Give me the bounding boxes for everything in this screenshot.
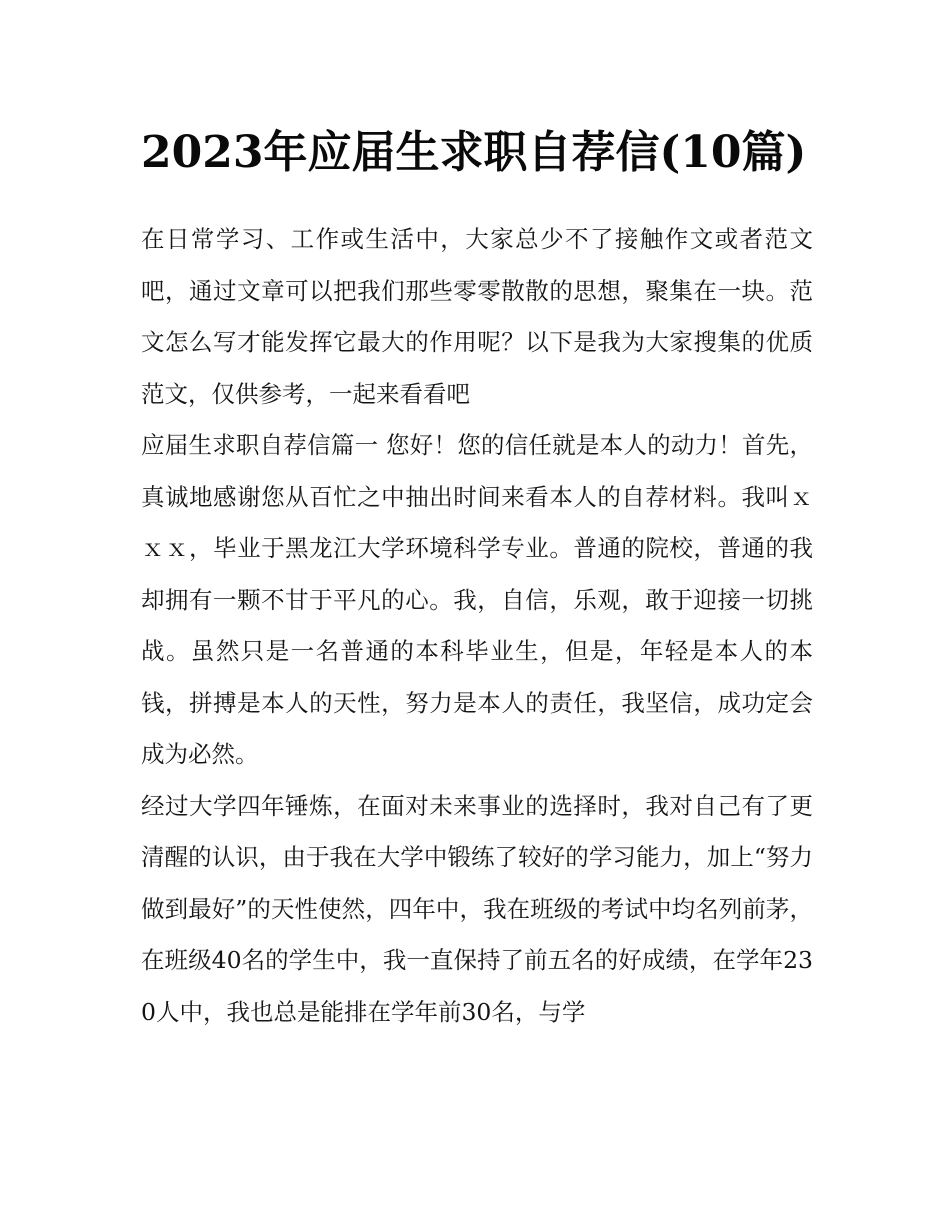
intro-paragraph: 在日常学习、工作或生活中，大家总少不了接触作文或者范文吧，通过文章可以把我们那些零零散散的思想，聚集在一块。范文怎么写才能发挥它最大的作用呢？以下是我为大家搜集的优质范文，仅供参考，一起来看看吧 — [141, 225, 813, 408]
document-title: 2023年应届生求职自荐信(10篇) — [141, 127, 807, 178]
letter-paragraph-1: 应届生求职自荐信篇一 您好！您的信任就是本人的动力！首先，真诚地感谢您从百忙之中抽出时间来看本人的自荐材料。我叫ｘｘｘ，毕业于黑龙江大学环境科学专业。普通的院校，普通的我却拥有一颗不甘于平凡的心。我，自信，乐观，敢于迎接一切挑战。虽然只是一名普通的本科毕业生，但是，年轻是本人的本钱，拼搏是本人的天性，努力是本人的责任，我坚信，成功定会成为必然。 — [141, 431, 813, 768]
letter-paragraph-2: 经过大学四年锤炼，在面对未来事业的选择时，我对自己有了更清醒的认识，由于我在大学中锻练了较好的学习能力，加上“努力做到最好”的天性使然，四年中，我在班级的考试中均名列前茅，在班级40名的学生中，我一直保持了前五名的好成绩，在学年230人中，我也总是能排在学年前30名，与学 — [141, 791, 813, 1026]
document-body — [141, 114, 813, 1038]
